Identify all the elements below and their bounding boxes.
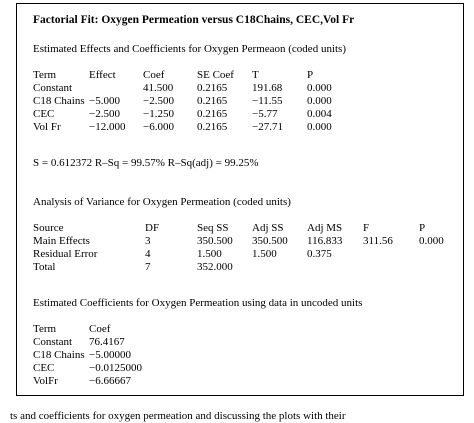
anova-col-adjss: Adj SS — [252, 222, 284, 234]
uncoded-cell: Constant — [33, 336, 73, 348]
effects-cell: −2.500 — [89, 108, 120, 120]
effects-cell: −2.500 — [143, 95, 174, 107]
anova-cell: 7 — [145, 261, 151, 273]
effects-cell: −6.000 — [143, 121, 174, 133]
effects-cell: Vol Fr — [33, 121, 61, 133]
anova-col-source: Source — [33, 222, 64, 234]
effects-cell: 0.2165 — [197, 121, 228, 133]
effects-cell: 0.004 — [307, 108, 332, 120]
effects-col-term: Term — [33, 69, 57, 81]
effects-heading: Estimated Effects and Coefficients for Oxygen Permeaon (coded units) — [33, 43, 347, 55]
uncoded-cell: −6.66667 — [89, 375, 131, 387]
anova-cell: 116.833 — [307, 235, 343, 247]
anova-cell: 350.500 — [197, 235, 233, 247]
effects-cell: 0.000 — [307, 121, 332, 133]
effects-col-coef: Coef — [143, 69, 165, 81]
anova-col-p: P — [419, 222, 426, 234]
anova-cell: 1.500 — [197, 248, 222, 260]
uncoded-cell: C18 Chains — [33, 349, 85, 361]
anova-cell: 311.56 — [363, 235, 393, 247]
uncoded-cell: 76.4167 — [89, 336, 125, 348]
uncoded-cell: −5.00000 — [89, 349, 131, 361]
anova-cell: 0.000 — [419, 235, 444, 247]
anova-cell: 350.500 — [252, 235, 288, 247]
effects-cell: −27.71 — [252, 121, 283, 133]
anova-cell: 3 — [145, 235, 151, 247]
effects-cell: 0.2165 — [197, 95, 228, 107]
effects-cell: 0.000 — [307, 82, 332, 94]
effects-cell: −5.000 — [89, 95, 120, 107]
anova-col-f: F — [363, 222, 370, 234]
effects-cell: 41.500 — [143, 82, 174, 94]
fit-statistics: S = 0.612372 R–Sq = 99.57% R–Sq(adj) = 99.25% — [33, 157, 259, 169]
anova-cell: Total — [33, 261, 56, 273]
uncoded-cell: −0.0125000 — [89, 362, 142, 374]
anova-col-adjms: Adj MS — [307, 222, 343, 234]
uncoded-col-term: Term — [33, 323, 57, 335]
effects-cell: 0.2165 — [197, 82, 228, 94]
effects-cell: −5.77 — [252, 108, 278, 120]
caption-fragment: ts and coefficients for oxygen permeation and discussing the plots with their — [10, 410, 346, 422]
anova-cell: Main Effects — [33, 235, 90, 247]
effects-cell: −11.55 — [252, 95, 283, 107]
effects-cell: 191.68 — [252, 82, 283, 94]
anova-cell: 1.500 — [252, 248, 277, 260]
effects-col-t: T — [252, 69, 259, 81]
anova-col-seqss: Seq SS — [197, 222, 229, 234]
effects-cell: −12.000 — [89, 121, 126, 133]
uncoded-cell: CEC — [33, 362, 55, 374]
anova-col-df: DF — [145, 222, 160, 234]
effects-cell: −1.250 — [143, 108, 174, 120]
output-title: Factorial Fit: Oxygen Permeation versus C18Chains, CEC,Vol Fr — [33, 14, 355, 26]
effects-col-effect: Effect — [89, 69, 116, 81]
effects-cell: 0.000 — [307, 95, 332, 107]
uncoded-col-coef: Coef — [89, 323, 111, 335]
effects-cell: C18 Chains — [33, 95, 85, 107]
effects-cell: CEC — [33, 108, 55, 120]
uncoded-heading: Estimated Coefficients for Oxygen Permeation using data in uncoded units — [33, 297, 363, 309]
anova-heading: Analysis of Variance for Oxygen Permeation (coded units) — [33, 196, 291, 208]
anova-cell: 4 — [145, 248, 151, 260]
anova-cell: Residual Error — [33, 248, 98, 260]
effects-cell: Constant — [33, 82, 73, 94]
uncoded-cell: VolFr — [33, 375, 58, 387]
effects-cell: 0.2165 — [197, 108, 228, 120]
anova-cell: 352.000 — [197, 261, 233, 273]
effects-col-secoef: SE Coef — [197, 69, 234, 81]
effects-col-p: P — [307, 69, 314, 81]
anova-cell: 0.375 — [307, 248, 332, 260]
